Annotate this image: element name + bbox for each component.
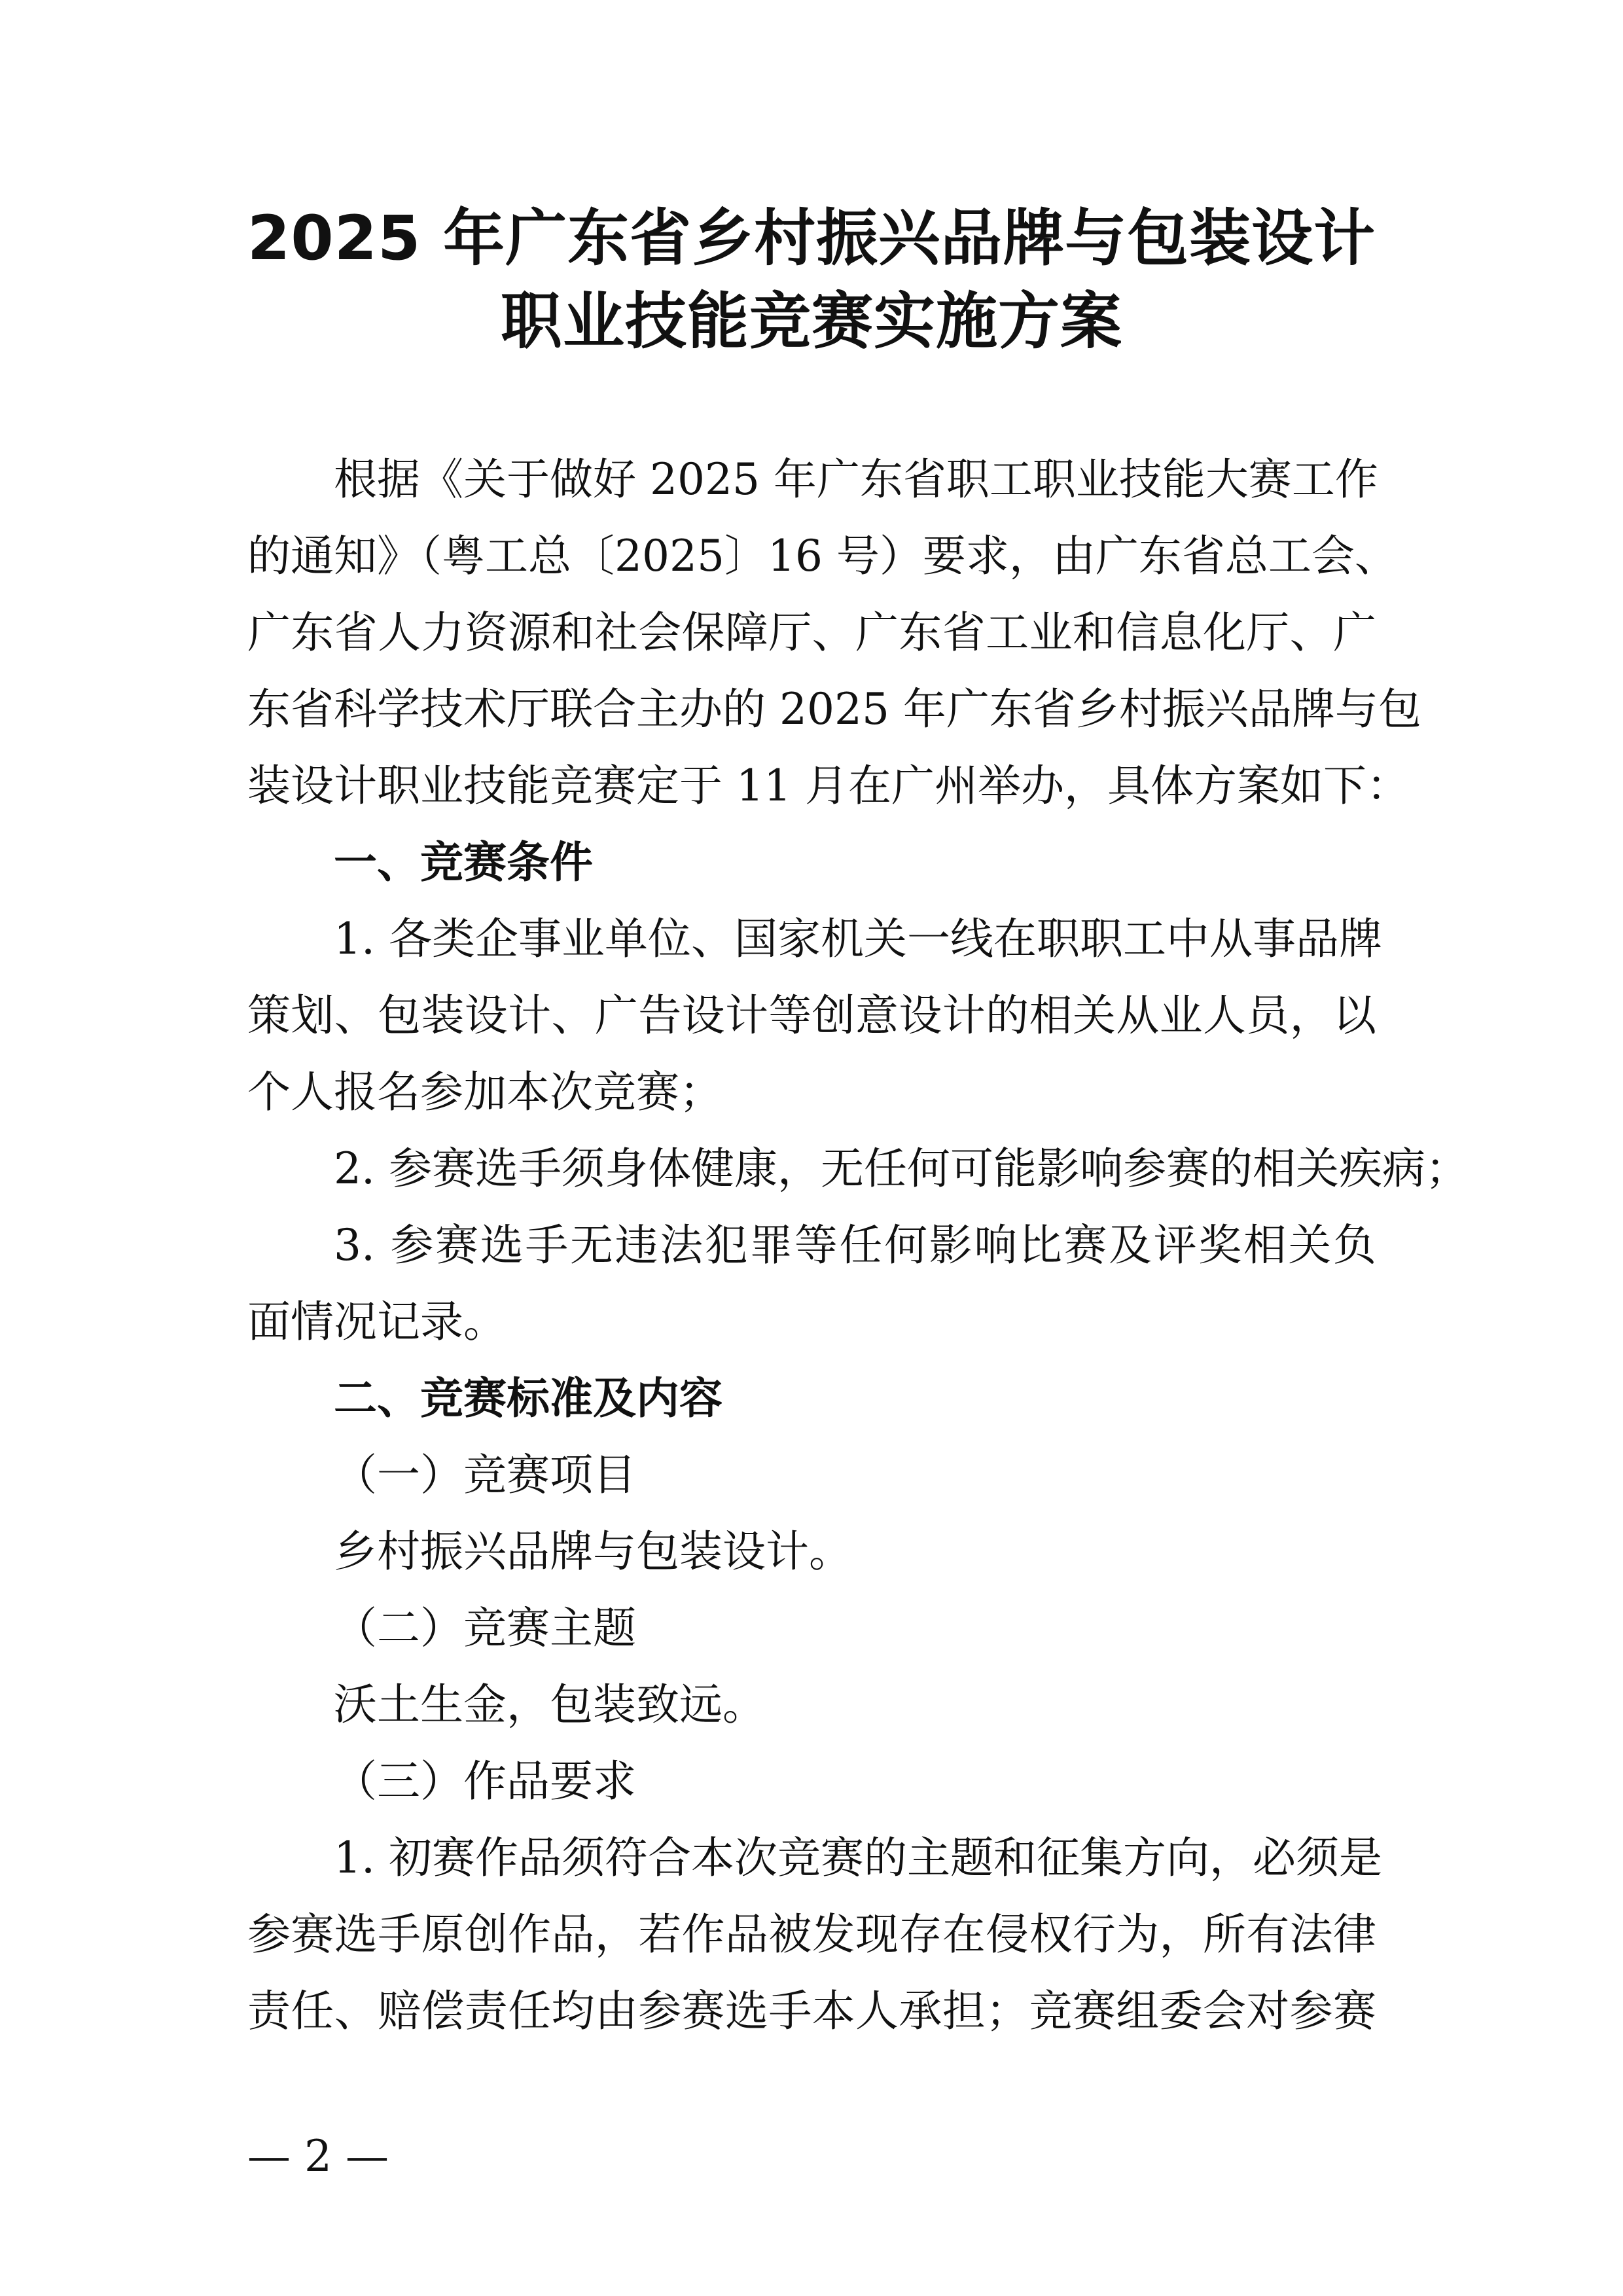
page-number: — 2 — [247, 2131, 389, 2181]
intro-paragraph-line: 东省科学技术厅联合主办的 2025 年广东省乡村振兴品牌与包 [247, 684, 1421, 734]
intro-paragraph-line: 的通知》（粤工总〔2025〕16 号）要求，由广东省总工会、 [247, 531, 1398, 581]
subsection-3-line: 参赛选手原创作品，若作品被发现存在侵权行为，所有法律 [247, 1909, 1376, 1960]
subsection-3-heading: （三）作品要求 [334, 1756, 636, 1806]
subsection-1-text: 乡村振兴品牌与包装设计。 [334, 1526, 852, 1577]
section-1-line: 策划、包装设计、广告设计等创意设计的相关从业人员，以 [247, 990, 1376, 1041]
intro-paragraph-line: 装设计职业技能竞赛定于 11 月在广州举办，具体方案如下： [247, 761, 1410, 811]
intro-paragraph-line: 广东省人力资源和社会保障厅、广东省工业和信息化厅、广 [247, 607, 1376, 658]
subsection-2-heading: （二）竞赛主题 [334, 1603, 636, 1653]
section-1-line: 面情况记录。 [247, 1297, 507, 1347]
subsection-3-line: 1. 初赛作品须符合本次竞赛的主题和征集方向，必须是 [334, 1833, 1382, 1883]
subsection-2-text: 沃土生金，包装致远。 [334, 1679, 766, 1730]
section-2-heading: 二、竞赛标准及内容 [334, 1373, 722, 1424]
intro-paragraph-line: 根据《关于做好 2025 年广东省职工职业技能大赛工作 [334, 454, 1378, 505]
subsection-1-heading: （一）竞赛项目 [334, 1450, 636, 1500]
section-1-line: 2. 参赛选手须身体健康，无任何可能影响参赛的相关疾病； [334, 1143, 1469, 1194]
document-title-line-1: 2025 年广东省乡村振兴品牌与包装设计 [247, 203, 1376, 274]
section-1-line: 3. 参赛选手无违法犯罪等任何影响比赛及评奖相关负 [334, 1220, 1376, 1270]
document-title-line-2: 职业技能竞赛实施方案 [500, 286, 1122, 357]
section-1-heading: 一、竞赛条件 [334, 837, 593, 888]
section-1-line: 个人报名参加本次竞赛； [247, 1067, 722, 1117]
section-1-line: 1. 各类企事业单位、国家机关一线在职职工中从事品牌 [334, 914, 1382, 964]
subsection-3-line: 责任、赔偿责任均由参赛选手本人承担；竞赛组委会对参赛 [247, 1986, 1376, 2036]
